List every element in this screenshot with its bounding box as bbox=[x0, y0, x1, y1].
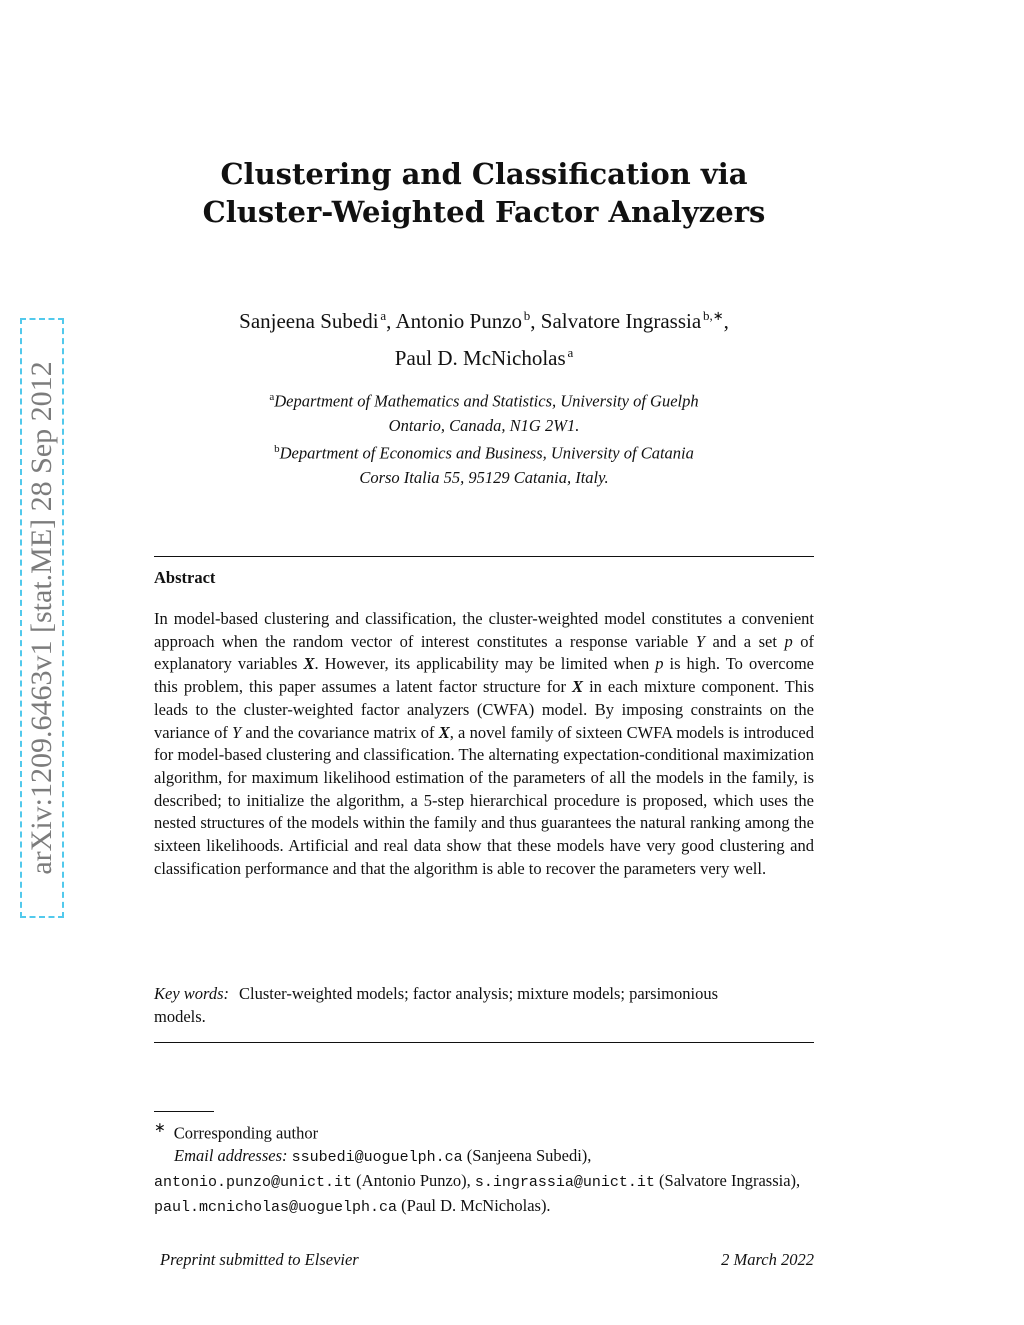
arxiv-identifier-text: arXiv:1209.6463v1 [stat.ME] 28 Sep 2012 bbox=[25, 361, 58, 875]
title-line-2: Cluster-Weighted Factor Analyzers bbox=[202, 195, 766, 229]
affiliation-line: Department of Mathematics and Statistics, University of Guelph bbox=[274, 391, 699, 411]
email-owner: (Paul D. McNicholas). bbox=[401, 1195, 551, 1215]
affiliation-b bbox=[154, 437, 814, 490]
author-list: Sanjeena Subedi $^a$, Antonio Punzo $^b$, Salvatore Ingrassia $^{b,∗}$, Paul D. McNicholas $^a$ bbox=[239, 308, 729, 370]
affiliation-line: Ontario, Canada, N1G 2W1. bbox=[388, 415, 580, 435]
keywords bbox=[154, 983, 734, 1028]
author-name: Antonio Punzo bbox=[395, 309, 523, 333]
title-line-1: Clustering and Classification via bbox=[220, 157, 748, 191]
author-affiliation-mark: a bbox=[380, 308, 387, 323]
math-symbol: X bbox=[303, 654, 315, 674]
author-name: Paul D. McNicholas bbox=[394, 346, 566, 370]
affiliation-mark: b bbox=[274, 443, 280, 455]
abstract-segment: . However, its applicability may be limited when bbox=[314, 654, 656, 674]
email-owner: (Antonio Punzo), bbox=[356, 1170, 471, 1190]
preprint-note: Preprint submitted to Elsevier bbox=[160, 1250, 359, 1269]
email-link[interactable]: s.ingrassia@unict.it bbox=[474, 1173, 655, 1191]
email-owner: (Sanjeena Subedi), bbox=[466, 1146, 592, 1166]
math-symbol: Y bbox=[232, 722, 242, 742]
math-symbol: X bbox=[572, 677, 584, 697]
affiliation-line: Corso Italia 55, 95129 Catania, Italy. bbox=[359, 467, 609, 487]
abstract-segment: and a set bbox=[704, 631, 785, 651]
footnote-rule bbox=[154, 1111, 214, 1112]
footnote-mark: ∗ bbox=[154, 1120, 166, 1135]
abstract-bottom-rule bbox=[154, 1042, 814, 1043]
author-name: Sanjeena Subedi bbox=[239, 309, 379, 333]
footnote bbox=[154, 1117, 814, 1219]
math-symbol: p bbox=[784, 631, 793, 651]
math-symbol: Y bbox=[695, 631, 705, 651]
affiliation-line: Department of Economics and Business, University of Catania bbox=[279, 443, 694, 463]
email-link[interactable]: antonio.punzo@unict.it bbox=[154, 1173, 353, 1191]
affiliation-a bbox=[154, 385, 814, 438]
page-footer bbox=[160, 1250, 814, 1270]
email-link[interactable]: paul.mcnicholas@uoguelph.ca bbox=[154, 1198, 398, 1216]
abstract-segment: in each mixture component. This leads to the cluster-weighted factor analyzers (CWFA) model. By imposing constraints on the variance of bbox=[154, 677, 814, 742]
affiliation-mark: a bbox=[269, 391, 275, 403]
abstract-segment: is high. To overcome this problem, this paper assumes a latent factor structure for bbox=[154, 654, 814, 697]
abstract-text bbox=[154, 608, 814, 880]
abstract-top-rule bbox=[154, 556, 814, 557]
email-label: Email addresses: bbox=[174, 1146, 288, 1166]
corresponding-author-note: Corresponding author bbox=[173, 1123, 319, 1143]
email-link[interactable]: ssubedi@uoguelph.ca bbox=[291, 1149, 463, 1167]
author-name: Salvatore Ingrassia bbox=[540, 309, 702, 333]
keywords-label: Key words: bbox=[154, 984, 230, 1003]
abstract-segment: , a novel family of sixteen CWFA models is introduced for model-based clustering and classification. The alternating expectation-conditional maximization algorithm, for maximum likelihood estimation of the parameters of all the models in the family, is described; to initialize the algorithm, a 5-step hierarchical procedure is proposed, which uses the nested structures of the models within the family and thus guarantees the natural ranking among the sixteen likelihoods. Artificial and real data show that these models have very good clustering and classification performance and that the algorithm is able to recover the parameters very well. bbox=[154, 722, 814, 878]
abstract-segment: In model-based clustering and classification, the cluster-weighted model constitutes a convenient approach when the random vector of interest constitutes a response variable bbox=[154, 609, 814, 651]
abstract-segment: of explanatory variables bbox=[154, 631, 814, 674]
author-affiliation-mark: b bbox=[523, 308, 531, 323]
abstract-segment: and the covariance matrix of bbox=[241, 722, 439, 742]
email-owner: (Salvatore Ingrassia), bbox=[659, 1170, 801, 1190]
arxiv-identifier-stamp bbox=[20, 318, 64, 918]
abstract-heading: Abstract bbox=[154, 568, 216, 587]
math-symbol: p bbox=[655, 654, 664, 674]
author-affiliation-mark: a bbox=[567, 345, 574, 360]
paper-title bbox=[154, 155, 814, 231]
footer-date: 2 March 2022 bbox=[721, 1250, 814, 1269]
keywords-text: Cluster-weighted models; factor analysis; mixture models; parsimonious models. bbox=[154, 984, 719, 1026]
math-symbol: X bbox=[438, 722, 450, 742]
author-affiliation-mark: b,∗ bbox=[702, 308, 724, 323]
